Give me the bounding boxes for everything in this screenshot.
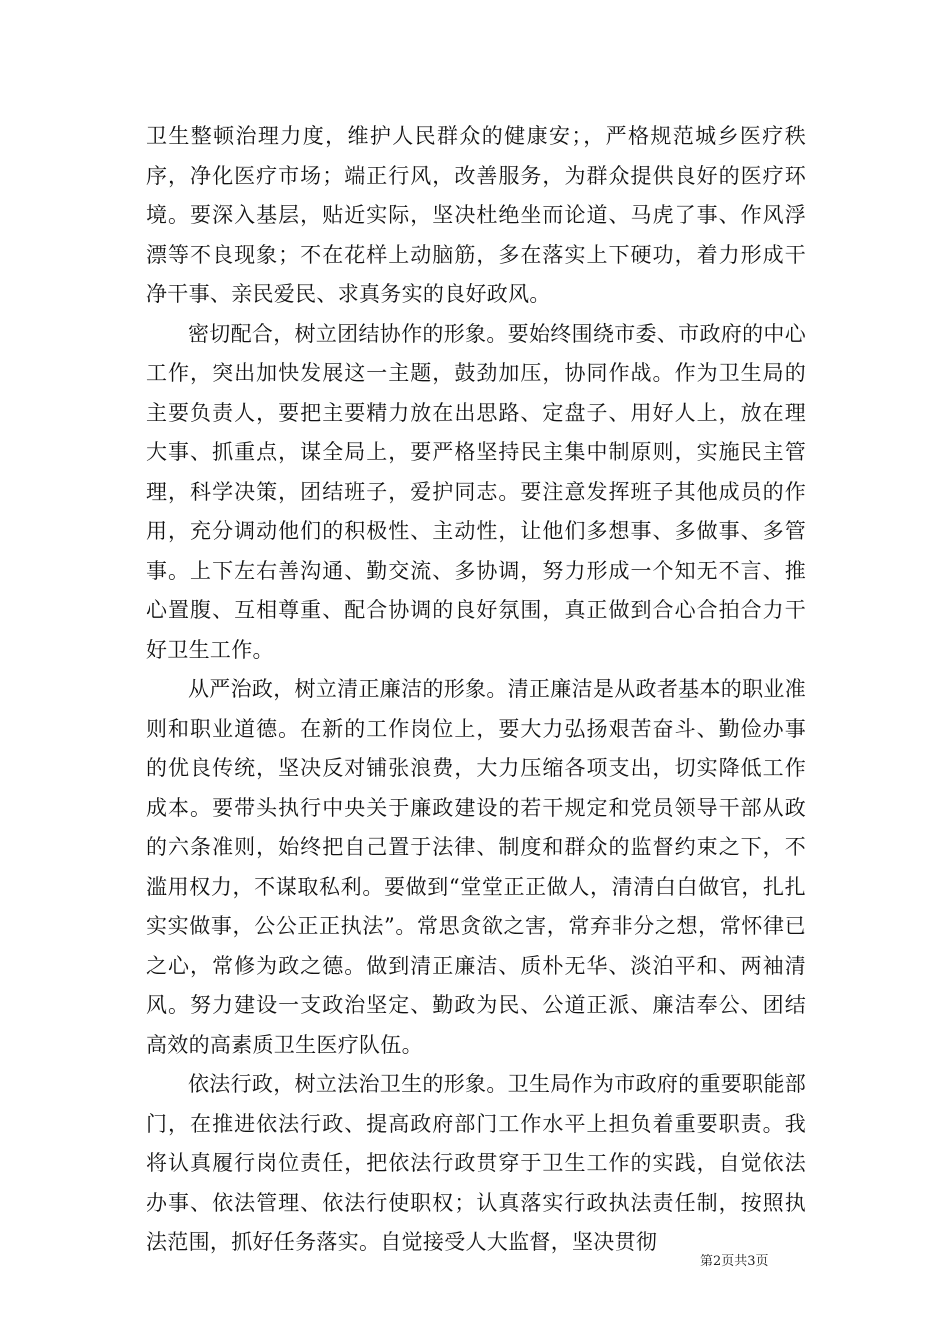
page-number-footer: 第2页共3页 — [700, 1254, 769, 1269]
paragraph-cooperation: 密切配合，树立团结协作的形象。要始终围绕市委、市政府的中心工作，突出加快发展这一主题，鼓劲加压，协同作战。作为卫生局的主要负责人，要把主要精力放在出思路、定盘子、用好人上，放在理大事、抓重点，谋全局上，要严格坚持民主集中制原则，实施民主管理，科学决策，团结班子，爱护同志。要注意发挥班子其他成员的作用，充分调动他们的积极性、主动性，让他们多想事、多做事、多管事。上下左右善沟通、勤交流、多协调，努力形成一个知无不言、推心置腹、互相尊重、配合协调的良好氛围，真正做到合心合拍合力干好卫生工作。 — [146, 321, 806, 662]
paragraph-rule-of-law: 依法行政，树立法治卫生的形象。卫生局作为市政府的重要职能部门，在推进依法行政、提高政府部门工作水平上担负着重要职责。我将认真履行岗位责任，把依法行政贯穿于卫生工作的实践，自觉依法办事、依法管理、依法行使职权；认真落实行政执法责任制，按照执法范围，抓好任务落实。自觉接受人大监督，坚决贯彻 — [146, 1072, 806, 1254]
paragraph-continued: 卫生整顿治理力度，维护人民群众的健康安；，严格规范城乡医疗秩序，净化医疗市场；端正行风，改善服务，为群众提供良好的医疗环境。要深入基层，贴近实际，坚决杜绝坐而论道、马虎了事、作风浮漂等不良现象；不在花样上动脑筋，多在落实上下硬功，着力形成干净干事、亲民爱民、求真务实的良好政风。 — [146, 124, 806, 306]
paragraph-integrity: 从严治政，树立清正廉洁的形象。清正廉洁是从政者基本的职业准则和职业道德。在新的工作岗位上，要大力弘扬艰苦奋斗、勤俭办事的优良传统，坚决反对铺张浪费，大力压缩各项支出，切实降低工作成本。要带头执行中央关于廉政建设的若干规定和党员领导干部从政的六条准则，始终把自己置于法律、制度和群众的监督约束之下，不滥用权力，不谋取私利。要做到“堂堂正正做人，清清白白做官，扎扎实实做事，公公正正执法”。常思贪欲之害，常弃非分之想，常怀律已之心，常修为政之德。做到清正廉洁、质朴无华、淡泊平和、两袖清风。努力建设一支政治坚定、勤政为民、公道正派、廉洁奉公、团结高效的高素质卫生医疗队伍。 — [146, 677, 806, 1057]
document-body — [146, 117, 806, 1263]
